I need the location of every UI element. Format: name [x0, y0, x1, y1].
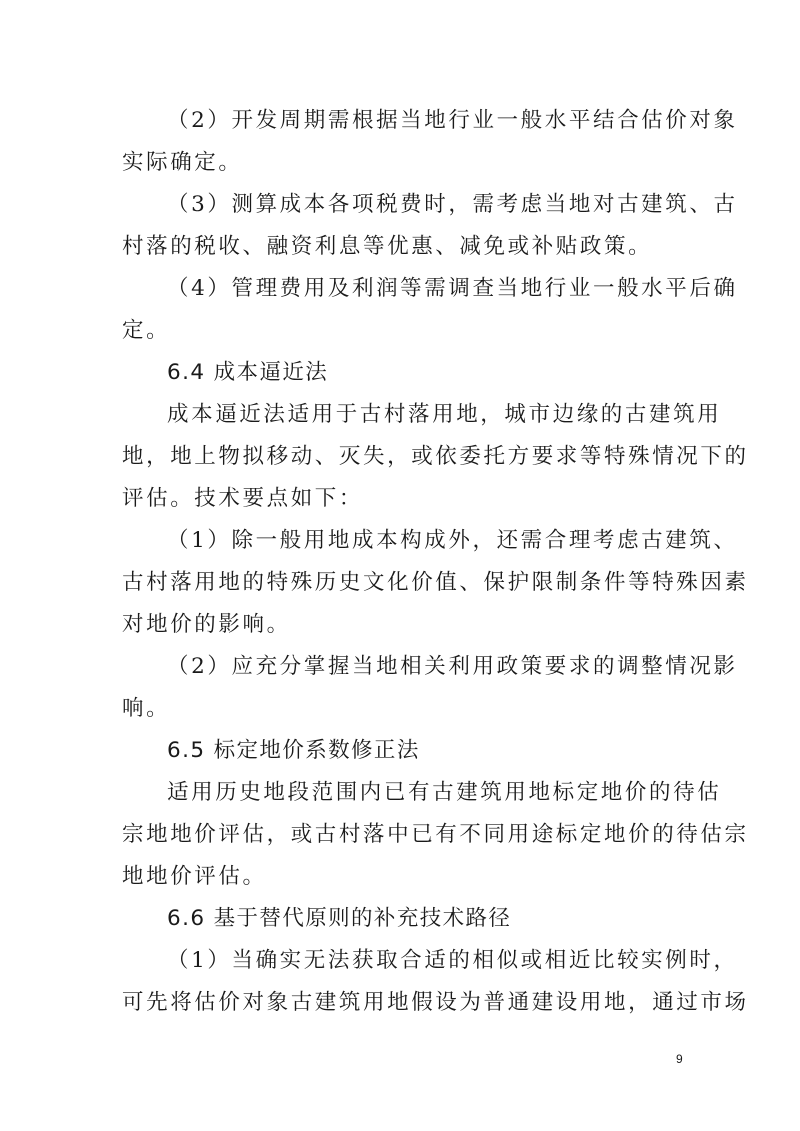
- paragraph-line: 宗地地价评估，或古村落中已有不同用途标定地价的待估宗: [122, 822, 749, 847]
- section-heading-6-5: 6.5 标定地价系数修正法: [167, 738, 420, 763]
- paragraph-line: 评估。技术要点如下：: [122, 486, 364, 511]
- paragraph-line: 适用历史地段范围内已有古建筑用地标定地价的待估: [167, 780, 722, 805]
- paragraph-line: 古村落用地的特殊历史文化价值、保护限制条件等特殊因素: [122, 570, 749, 595]
- paragraph-line: 响。: [122, 696, 171, 721]
- paragraph-line: 可先将估价对象古建筑用地假设为普通建设用地，通过市场: [122, 990, 749, 1015]
- paragraph-line: 地地价评估。: [122, 864, 267, 889]
- paragraph-line: 村落的税收、融资利息等优惠、减免或补贴政策。: [122, 234, 653, 259]
- paragraph-line: （1）当确实无法获取合适的相似或相近比较实例时，: [167, 948, 738, 973]
- paragraph-line: 对地价的影响。: [122, 612, 291, 637]
- page-number: 9: [676, 1052, 683, 1066]
- paragraph-line: 成本逼近法适用于古村落用地，城市边缘的古建筑用: [167, 402, 722, 427]
- paragraph-line: （1）除一般用地成本构成外，还需合理考虑古建筑、: [167, 528, 738, 553]
- paragraph-line: 实际确定。: [122, 150, 243, 175]
- paragraph-line: （3）测算成本各项税费时，需考虑当地对古建筑、古: [167, 192, 738, 217]
- section-heading-6-4: 6.4 成本逼近法: [167, 360, 329, 385]
- paragraph-line: （2）应充分掌握当地相关利用政策要求的调整情况影: [167, 654, 738, 679]
- paragraph-line: 定。: [122, 318, 171, 343]
- paragraph-line: （2）开发周期需根据当地行业一般水平结合估价对象: [167, 108, 738, 133]
- paragraph-line: （4）管理费用及利润等需调查当地行业一般水平后确: [167, 276, 738, 301]
- paragraph-line: 地，地上物拟移动、灭失，或依委托方要求等特殊情况下的: [122, 444, 749, 469]
- section-heading-6-6: 6.6 基于替代原则的补充技术路径: [167, 906, 512, 931]
